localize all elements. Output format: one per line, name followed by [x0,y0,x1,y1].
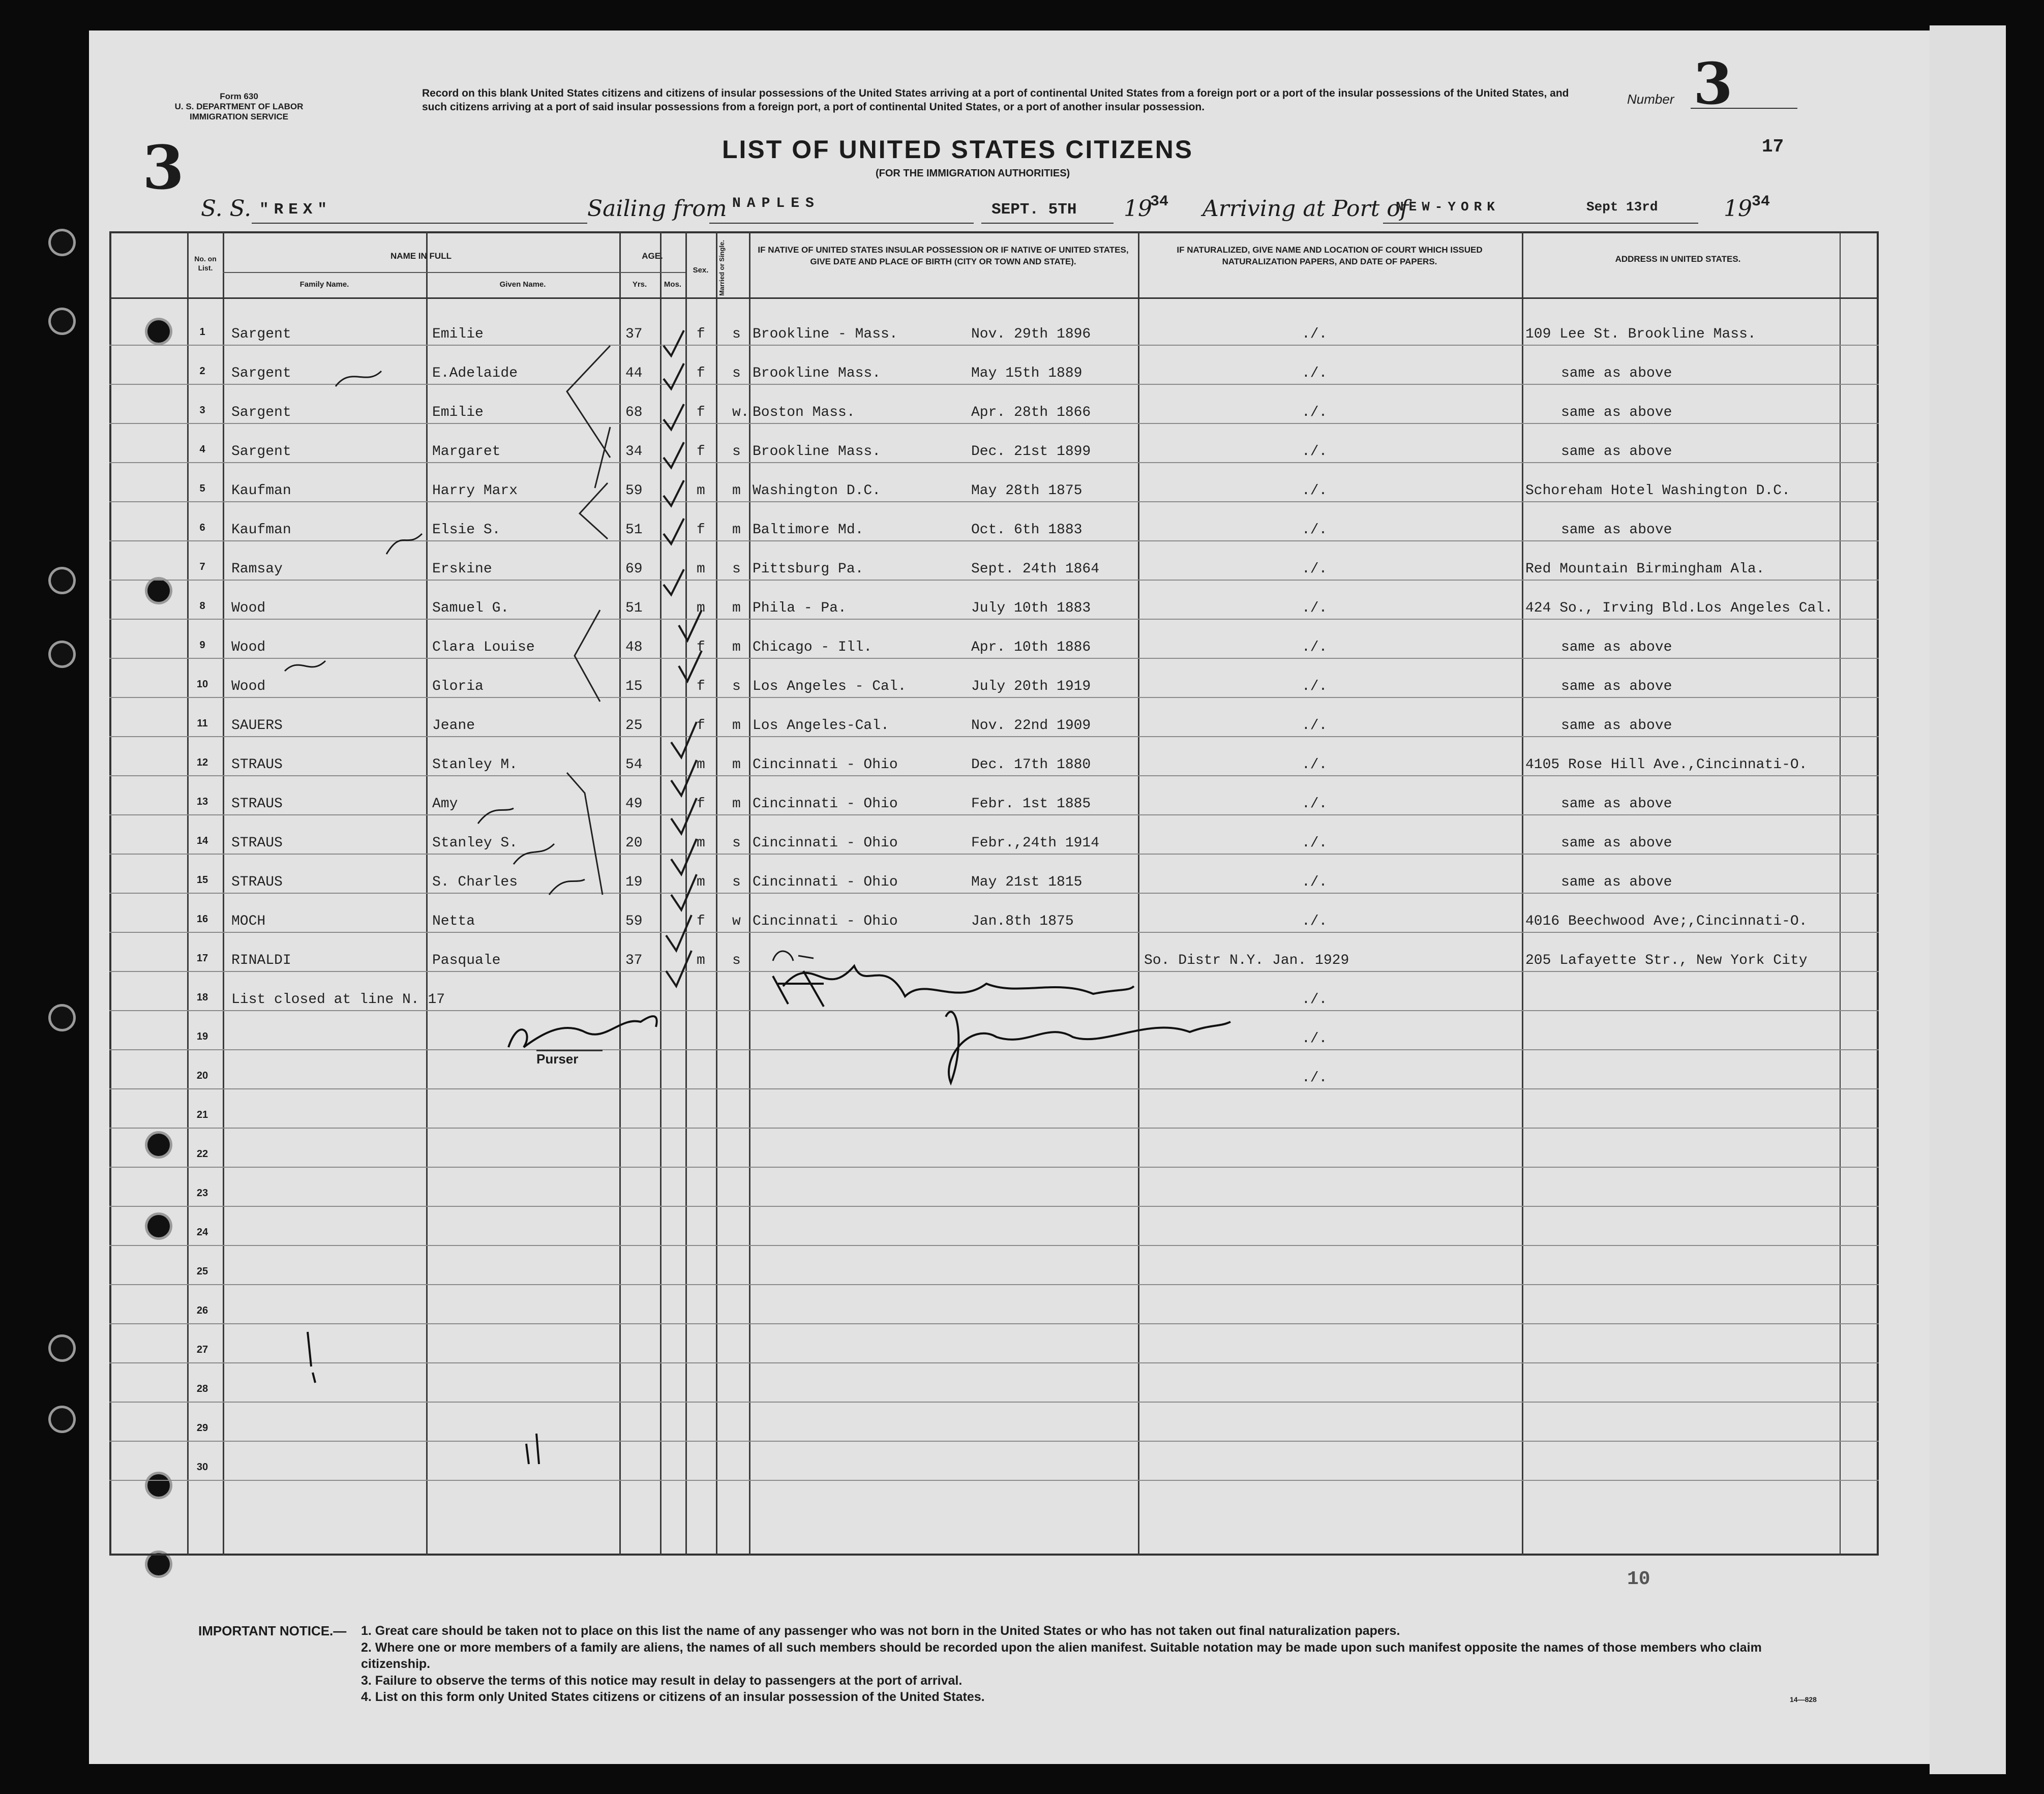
marital-status: m [732,600,741,616]
sex: f [697,522,705,538]
age-years: 49 [625,796,643,812]
marital-status: s [732,444,741,460]
marital-status: s [732,366,741,381]
year2-prefix: 19 [1724,196,1752,222]
birth-place: Cincinnati - Ohio [753,757,898,773]
header-birthplace: IF NATIVE OF UNITED STATES INSULAR POSSESSION OR IF NATIVE OF UNITED STATES, GIVE DATE AND PLACE OF BIRTH (CITY OR TOWN AND STATE). [758,245,1129,266]
age-years: 69 [625,561,643,577]
check-mark [679,651,702,681]
birth-date: May 28th 1875 [971,483,1083,499]
marital-status: s [732,953,741,968]
row-number: 4 [199,444,205,455]
row-number: 2 [199,366,205,377]
family-name: List closed at line N. 17 [231,992,445,1008]
header-no: No. on List. [194,255,217,272]
bracket-mark [575,610,600,702]
naturalization: ./. [1302,1070,1328,1086]
row-number: 15 [196,874,208,886]
number-label: Number [1627,92,1674,107]
naturalization: ./. [1302,405,1328,420]
age-years: 25 [625,718,643,734]
marital-status: s [732,561,741,577]
row-number: 30 [196,1462,208,1473]
header-family-name: Family Name. [299,280,349,289]
row-number: 26 [196,1305,208,1316]
row-number: 5 [199,483,205,494]
naturalization: ./. [1302,326,1328,342]
scribble [514,844,554,864]
row-number: 14 [196,835,208,846]
check-mark [664,363,684,389]
row-number: 27 [196,1344,208,1355]
header-given-name: Given Name. [499,280,546,289]
scribble [386,534,422,554]
birth-date: Nov. 29th 1896 [971,326,1091,342]
officer-initials [773,971,824,1007]
service: IMMIGRATION SERVICE [190,112,288,121]
birth-place: Brookline Mass. [753,444,881,460]
naturalization: ./. [1302,835,1328,851]
header-name-in-full: NAME IN FULL [390,251,452,261]
age-years: 15 [625,679,643,694]
given-name: Erskine [432,561,492,577]
family-name: Sargent [231,326,291,342]
family-name: STRAUS [231,835,283,851]
birth-date: May 15th 1889 [971,366,1083,381]
age-years: 34 [625,444,643,460]
family-name: Kaufman [231,522,291,538]
row-number: 29 [196,1422,208,1434]
row-number: 1 [199,326,205,338]
department: U. S. DEPARTMENT OF LABOR [174,102,304,111]
address: same as above [1561,444,1672,460]
form-number: Form 630 [220,92,258,101]
check-mark [671,760,697,796]
naturalization: ./. [1302,679,1328,694]
page-title: LIST OF UNITED STATES CITIZENS [722,135,1194,164]
birth-place: Cincinnati - Ohio [753,796,898,812]
header-sex: Sex. [693,266,709,275]
family-name: STRAUS [231,757,283,773]
sex: m [697,600,705,616]
birth-place: Cincinnati - Ohio [753,914,898,929]
row-number: 12 [196,757,208,768]
bracket-mark [595,427,610,488]
family-name: Wood [231,600,266,616]
birth-place: Pittsburg Pa. [753,561,864,577]
birth-place: Cincinnati - Ohio [753,835,898,851]
naturalization: So. Distr N.Y. Jan. 1929 [1144,953,1349,968]
sex: f [697,405,705,420]
birth-date: Dec. 21st 1899 [971,444,1091,460]
address: 4016 Beechwood Ave;,Cincinnati-O. [1525,914,1808,929]
sex: f [697,914,705,929]
notice-item: 1. Great care should be taken not to place on this list the name of any passenger who was not born in the United States or who has not taken out final naturalization papers. [361,1624,1400,1638]
sex: m [697,874,705,890]
age-years: 51 [625,600,643,616]
naturalization: ./. [1302,600,1328,616]
row-number: 20 [196,1070,208,1081]
year2-value: 34 [1752,193,1770,210]
check-mark [671,798,697,834]
check-mark [664,404,684,430]
row-number: 10 [196,679,208,690]
marital-status: w. [732,405,749,420]
signatures [308,966,1230,1464]
ss-label: S. S. [201,196,252,222]
stray-mark [526,1434,539,1464]
address: same as above [1561,679,1672,694]
header-naturalized: IF NATURALIZED, GIVE NAME AND LOCATION OF COURT WHICH ISSUED NATURALIZATION PAPERS, AND DATE OF PAPERS. [1177,245,1483,266]
scribble [336,371,381,386]
family-name: Kaufman [231,483,291,499]
row-number: 22 [196,1148,208,1160]
marital-status: m [732,522,741,538]
address: same as above [1561,718,1672,734]
age-years: 37 [625,953,643,968]
notice-item: 3. Failure to observe the terms of this notice may result in delay to passengers at the port of arrival. [361,1674,963,1688]
check-mark [666,951,692,986]
page-subtitle: (FOR THE IMMIGRATION AUTHORITIES) [876,168,1070,179]
marital-status: m [732,796,741,812]
birth-date: Dec. 17th 1880 [971,757,1091,773]
birth-date: Oct. 6th 1883 [971,522,1083,538]
family-name: Sargent [231,444,291,460]
naturalization: ./. [1302,992,1328,1008]
page-number: 10 [1627,1568,1650,1590]
row-number: 24 [196,1227,208,1238]
scribble [285,661,325,671]
row-number: 23 [196,1188,208,1199]
sex: m [697,835,705,851]
birth-date: Febr.,24th 1914 [971,835,1100,851]
age-years: 51 [625,522,643,538]
check-marks [664,330,702,986]
marital-status: s [732,874,741,890]
bracket-marks [567,346,610,895]
check-mark [671,722,697,757]
given-name: Harry Marx [432,483,518,499]
birth-date: Sept. 24th 1864 [971,561,1100,577]
check-mark [664,519,684,544]
row-number: 7 [199,561,205,572]
sex: f [697,640,705,655]
check-mark [671,839,697,874]
row-number: 13 [196,796,208,807]
sex: f [697,796,705,812]
birth-date: Apr. 28th 1866 [971,405,1091,420]
sex: f [697,679,705,694]
naturalization: ./. [1302,483,1328,499]
scribble [773,951,814,961]
address: same as above [1561,522,1672,538]
arriving-label: Arriving at Port of [1203,196,1409,222]
header-mos: Mos. [664,280,682,289]
naturalization: ./. [1302,640,1328,655]
arrival-port: NEW-YORK [1396,199,1500,215]
birth-place: Los Angeles - Cal. [753,679,907,694]
sex: f [697,326,705,342]
list-page-count: 17 [1762,136,1784,157]
sailing-port: NAPLES [732,196,820,211]
row-number: 11 [197,718,208,729]
check-mark [664,569,684,595]
age-years: 59 [625,914,643,929]
naturalization: ./. [1302,1031,1328,1047]
marital-status: w [732,914,741,929]
row-number: 21 [196,1109,208,1120]
birth-place: Chicago - Ill. [753,640,873,655]
check-mark [679,610,702,641]
family-name: Wood [231,679,266,694]
sex: f [697,444,705,460]
naturalization: ./. [1302,366,1328,381]
naturalization: ./. [1302,757,1328,773]
birth-place: Baltimore Md. [753,522,864,538]
given-name: Gloria [432,679,484,694]
bracket-mark [580,483,608,539]
age-years: 54 [625,757,643,773]
given-name: E.Adelaide [432,366,518,381]
sex: m [697,483,705,499]
age-years: 37 [625,326,643,342]
birth-date: May 21st 1815 [971,874,1083,890]
family-name: RINALDI [231,953,291,968]
header-age: AGE. [642,251,663,261]
officer-signature-2 [946,1012,1230,1083]
row-number: 8 [199,600,205,612]
check-mark [664,330,684,356]
year-value: 34 [1150,193,1169,210]
year-prefix: 19 [1124,196,1152,222]
marital-status: s [732,679,741,694]
birth-place: Brookline - Mass. [753,326,898,342]
check-mark [664,442,684,468]
sailing-date: SEPT. 5TH [991,201,1077,219]
row-number: 18 [196,992,208,1003]
age-years: 48 [625,640,643,655]
age-years: 44 [625,366,643,381]
intro-text: Record on this blank United States citizens and citizens of insular possessions of the United States arriving at a port of continental United States from a foreign port or a port of the insular possessions of the United States, and such citizens arriving at a port of said insular possessions from a foreign port, a port of continental United States, or a port of another insular possession. [422,87,1569,113]
marital-status: m [732,483,741,499]
sex: f [697,366,705,381]
given-name: Amy [432,796,458,812]
row-number: 19 [196,1031,208,1042]
row-number: 16 [196,914,208,925]
family-name: STRAUS [231,796,283,812]
header-address: ADDRESS IN UNITED STATES. [1615,254,1741,264]
header-yrs: Yrs. [632,280,647,289]
sex: m [697,757,705,773]
given-name: Pasquale [432,953,501,968]
address: 4105 Rose Hill Ave.,Cincinnati-O. [1525,757,1808,773]
age-years: 59 [625,483,643,499]
address: Schoreham Hotel Washington D.C. [1525,483,1790,499]
marital-status: s [732,835,741,851]
arrival-date: Sept 13rd [1586,199,1658,215]
marital-status: s [732,326,741,342]
sailing-label: Sailing from [587,196,727,222]
scribble [478,808,514,824]
row-number: 25 [196,1266,208,1277]
big-list-number: 3 [142,132,185,203]
given-name: Samuel G. [432,600,509,616]
check-mark [671,874,697,910]
address: same as above [1561,366,1672,381]
marital-status: m [732,640,741,655]
address: 424 So., Irving Bld.Los Angeles Cal. [1525,600,1833,616]
check-mark [666,915,692,951]
header-married: Married or Single. [718,240,726,296]
family-name: SAUERS [231,718,283,734]
sex: f [697,718,705,734]
given-name: Elsie S. [432,522,501,538]
notice-heading: IMPORTANT NOTICE.— [198,1623,347,1638]
family-name: Sargent [231,366,291,381]
row-number: 6 [199,522,205,533]
row-number: 17 [196,953,208,964]
purser-label: Purser [536,1051,579,1067]
address: 205 Lafayette Str., New York City [1525,953,1808,968]
given-name: Emilie [432,326,484,342]
age-years: 68 [625,405,643,420]
naturalization: ./. [1302,522,1328,538]
given-name: Margaret [432,444,501,460]
address: same as above [1561,405,1672,420]
row-number: 3 [199,405,205,416]
birth-date: Febr. 1st 1885 [971,796,1091,812]
marital-status: m [732,757,741,773]
address: same as above [1561,796,1672,812]
address: same as above [1561,874,1672,890]
bracket-mark [567,346,610,458]
given-name: Stanley S. [432,835,518,851]
scribble [549,879,585,895]
family-name: MOCH [231,914,266,929]
notice-item: 2. Where one or more members of a family are aliens, the names of all such members should be recorded upon the alien manifest. Suitable notation may be made upon such manifest opposite the names of those members who claim citizenship. [361,1640,1762,1671]
given-name: Jeane [432,718,475,734]
naturalization: ./. [1302,874,1328,890]
stray-mark [308,1332,315,1383]
sex: m [697,953,705,968]
margin-scribbles [285,371,814,961]
family-name: STRAUS [231,874,283,890]
bracket-mark [567,773,603,895]
birth-date: July 10th 1883 [971,600,1091,616]
given-name: Netta [432,914,475,929]
address: same as above [1561,640,1672,655]
birth-place: Cincinnati - Ohio [753,874,898,890]
naturalization: ./. [1302,444,1328,460]
address: 109 Lee St. Brookline Mass. [1525,326,1756,342]
naturalization: ./. [1302,561,1328,577]
row-number: 28 [196,1383,208,1394]
sex: m [697,561,705,577]
naturalization: ./. [1302,914,1328,929]
row-number: 9 [199,640,205,651]
naturalization: ./. [1302,796,1328,812]
birth-place: Los Angeles-Cal. [753,718,889,734]
address: same as above [1561,835,1672,851]
birth-place: Washington D.C. [753,483,881,499]
marital-status: m [732,718,741,734]
birth-date: Apr. 10th 1886 [971,640,1091,655]
birth-place: Phila - Pa. [753,600,847,616]
age-years: 20 [625,835,643,851]
birth-date: Nov. 22nd 1909 [971,718,1091,734]
family-name: Wood [231,640,266,655]
birth-place: Brookline Mass. [753,366,881,381]
corner-mark: 14—828 [1790,1695,1817,1704]
purser-signature [508,1016,657,1047]
given-name: S. Charles [432,874,518,890]
birth-place: Boston Mass. [753,405,855,420]
age-years: 19 [625,874,643,890]
birth-date: Jan.8th 1875 [971,914,1074,929]
birth-date: July 20th 1919 [971,679,1091,694]
given-name: Clara Louise [432,640,535,655]
ship-name: "REX" [259,201,333,219]
address: Red Mountain Birmingham Ala. [1525,561,1765,577]
family-name: Sargent [231,405,291,420]
given-name: Stanley M. [432,757,518,773]
notice-item: 4. List on this form only United States citizens or citizens of an insular possession of the United States. [361,1690,985,1704]
family-name: Ramsay [231,561,283,577]
given-name: Emilie [432,405,484,420]
naturalization: ./. [1302,718,1328,734]
officer-signature [783,966,1134,996]
number-value: 3 [1693,51,1733,117]
check-mark [664,480,684,506]
